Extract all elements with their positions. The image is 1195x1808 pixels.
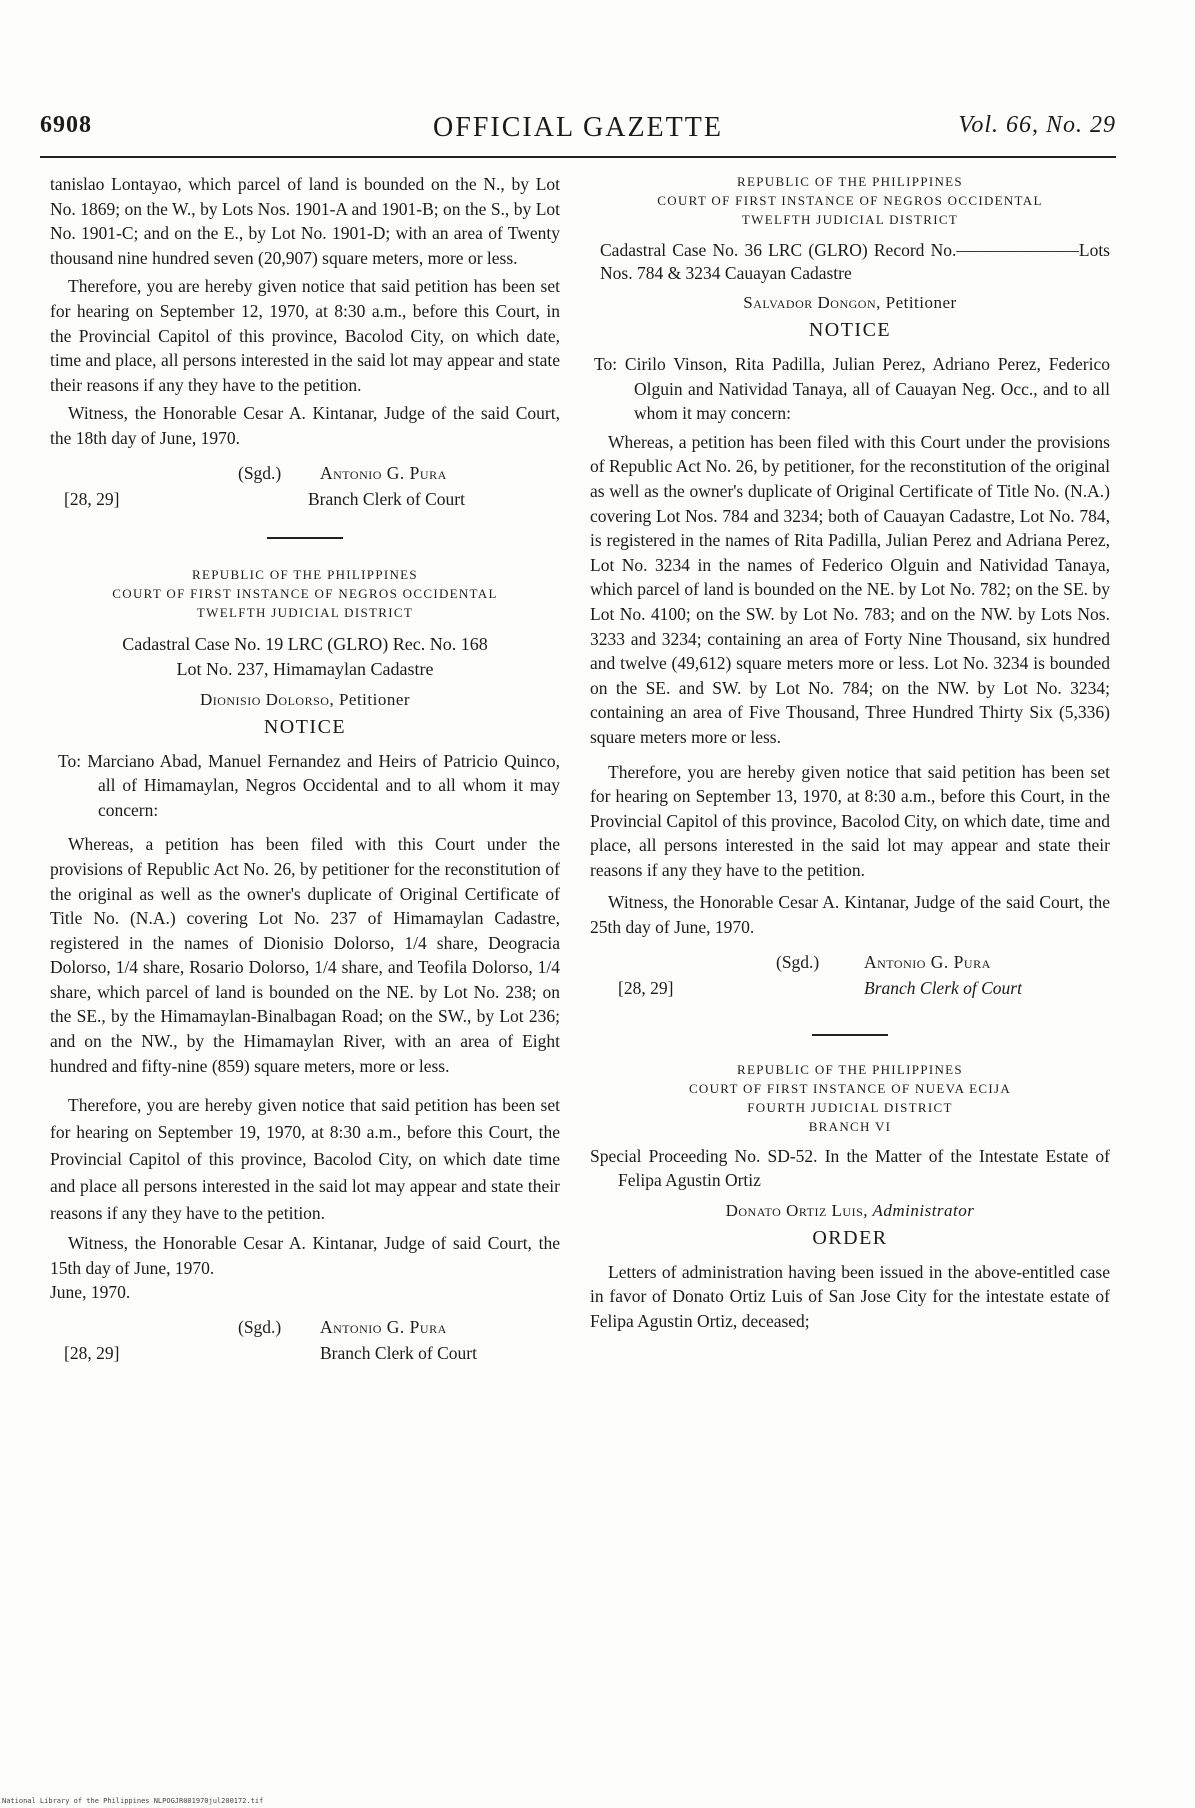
court-district: TWELFTH JUDICIAL DISTRICT — [196, 604, 414, 620]
notice-addressees: To: Cirilo Vinson, Rita Padilla, Julian Perez, Adriano Perez, Federico Olguin and Natividad Tanaya, all of Cauayan Neg. Occ., and to all whom it may concern: — [594, 354, 1110, 424]
administrator-line — [590, 1201, 1110, 1221]
petitioner-name: Dionisio Dolorso — [199, 689, 330, 709]
notice-heading: NOTICE — [808, 319, 892, 341]
court-republic: REPUBLIC OF THE PHILIPPINES — [192, 566, 418, 582]
signatory-role: Branch Clerk of Court — [320, 1343, 477, 1364]
page-number: 6908 — [40, 112, 92, 138]
issue-numbers: [28, 29] — [64, 1343, 120, 1364]
left-column — [50, 172, 560, 1369]
continued-paragraph: tanislao Lontayao, which parcel of land is bounded on the N., by Lot No. 1869; on the W., by Lots Nos. 1901-A and 1901-B; on the S., by Lot No. 1901-C; and on the E., by Lot No. 1901-D; with an area of Twenty thousand nine hundred seven (20,907) square meters, more or less. — [50, 174, 560, 268]
header-rule — [40, 156, 1116, 158]
signatory-role: Branch Clerk of Court — [308, 488, 465, 509]
petitioner-line — [590, 293, 1110, 313]
petitioner-line — [50, 690, 560, 710]
signatory-name: Antonio G. Pura — [320, 462, 447, 483]
court-name: COURT OF FIRST INSTANCE OF NEGROS OCCIDENTAL — [657, 193, 1043, 208]
signature-block — [50, 463, 560, 515]
court-district: TWELFTH JUDICIAL DISTRICT — [741, 212, 959, 227]
order-body: Letters of administration having been issued in the above-entitled case in favor of Donato Ortiz Luis of San Jose City for the intestate estate of Felipa Agustin Ortiz, deceased; — [590, 1261, 1110, 1332]
case-lot: Lot No. 237, Himamaylan Cadastre — [176, 658, 434, 679]
issue-numbers: [28, 29] — [64, 488, 120, 509]
signed-mark: (Sgd.) — [238, 1317, 282, 1338]
case-number: Cadastral Case No. 36 LRC (GLRO) Record No.———————Lots Nos. 784 & 3234 Cauayan Cadastre — [600, 240, 1110, 283]
whereas-paragraph: Whereas, a petition has been filed with this Court under the provisions of Republic Act No. 26, by petitioner for the reconstitution of the original as well as the owner's duplicate of Original Certificate of Title No. (N.A.) covering Lot No. 237 of Himamaylan Cadastre, registered in the names of Dionisio Dolorso, 1/4 share, Deogracia Dolorso, 1/4 share, Rosario Dolorso, 1/4 share, and Teofila Dolorso, 1/4 share, which parcel of land is bounded on the NE. by Lot No. 238; on the SE., by the Himamaylan-Binalbagan Road; on the SW., by Lot 236; and on the NW., by the Himamaylan River, with an area of Eight hundred and fifty-nine (859) square meters, more or less. — [50, 834, 560, 1076]
section-divider — [267, 537, 343, 539]
petitioner-role: , Petitioner — [876, 293, 957, 312]
section-divider — [812, 1034, 888, 1036]
publication-title: OFFICIAL GAZETTE — [433, 112, 723, 143]
scan-source-footer: National Library of the Philippines NLPOGJR001970jul200172.tif — [2, 1797, 264, 1805]
whereas-paragraph: Whereas, a petition has been filed with this Court under the provisions of Republic Act No. 26, by petitioner, for the reconstitution of the original as well as the owner's duplicate of Original Certificate of Title No. (N.A.) covering Lot Nos. 784 and 3234; both of Cauayan Cadastre, Lot No. 784, is registered in the names of Rita Padilla, Julian Perez and Adriana Perez, Lot No. 3234 in the names of Federico Olguin and Natividad Tanaya, which parcel of land is bounded on the NE. by Lot No. 782; on the SE. by Lot No. 4100; on the SW. by Lot No. 783; and on the NW. by Lots Nos. 3233 and 3234; containing an area of Forty Nine Thousand, six hundred and twelve (49,612) square meters more or less. Lot No. 3234 is bounded on the SE. and SW. by Lot No. 784; on the NW. by Lot No. 3234; containing an area of Five Thousand, Three Hundred Thirty Six (5,336) square meters more or less. — [590, 431, 1110, 747]
signed-mark: (Sgd.) — [238, 462, 282, 483]
signed-mark: (Sgd.) — [776, 951, 820, 972]
petitioner-name: Salvador Dongon — [743, 293, 877, 312]
continued-witness-paragraph: Witness, the Honorable Cesar A. Kintanar, Judge of the said Court, the 18th day of June, 1970. — [50, 403, 560, 448]
volume-issue: Vol. 66, No. 29 — [958, 112, 1116, 138]
right-column — [590, 172, 1110, 1334]
issue-numbers: [28, 29] — [618, 977, 674, 998]
notice-addressees: To: Marciano Abad, Manuel Fernandez and Heirs of Patricio Quinco, all of Himamaylan, Negros Occidental and to all whom it may concern: — [58, 750, 560, 820]
proceeding-title: Special Proceeding No. SD-52. In the Matter of the Intestate Estate of Felipa Agustin Ortiz — [590, 1145, 1110, 1191]
notice-dongon — [590, 172, 1110, 1004]
signatory-role: Branch Clerk of Court — [864, 977, 1022, 998]
witness-date-line: June, 1970. — [50, 1282, 131, 1303]
court-name: COURT OF FIRST INSTANCE OF NEGROS OCCIDENTAL — [112, 585, 498, 601]
continued-therefore-paragraph: Therefore, you are hereby given notice that said petition has been set for hearing on September 12, 1970, at 8:30 a.m., before this Court, in the Provincial Capitol of this province, Bacolod City, on which date, time and place, all persons interested in the said lot may appear and state their reasons if any they have to the petition. — [50, 276, 560, 395]
court-branch: BRANCH VI — [808, 1118, 892, 1134]
court-republic: REPUBLIC OF THE PHILIPPINES — [737, 1061, 963, 1077]
signatory-name: Antonio G. Pura — [320, 1317, 447, 1338]
court-republic: REPUBLIC OF THE PHILIPPINES — [737, 174, 963, 189]
administrator-role: , Administrator — [863, 1200, 975, 1220]
case-number: Cadastral Case No. 19 LRC (GLRO) Rec. No. 168 — [122, 633, 488, 654]
order-heading: ORDER — [812, 1226, 888, 1249]
page-header — [40, 112, 1116, 152]
signature-block — [50, 1317, 560, 1369]
petitioner-role: , Petitioner — [329, 689, 411, 709]
administrator-name: Donato Ortiz Luis — [725, 1200, 864, 1220]
court-name: COURT OF FIRST INSTANCE OF NUEVA ECIJA — [688, 1080, 1012, 1096]
signatory-name: Antonio G. Pura — [864, 951, 991, 972]
therefore-paragraph: Therefore, you are hereby given notice that said petition has been set for hearing on September 13, 1970, at 8:30 a.m., before this Court, in the Provincial Capitol of this province, Bacolod City, on which date, time and place, all persons interested in the said lot may appear and state their reasons if any they have to the petition. — [590, 761, 1110, 880]
witness-paragraph: Witness, the Honorable Cesar A. Kintanar, Judge of said Court, the 15th day of June, 1970. — [50, 1233, 560, 1278]
notice-dolorso — [50, 565, 560, 1370]
court-district: FOURTH JUDICIAL DISTRICT — [747, 1099, 953, 1115]
order-ortiz — [590, 1060, 1110, 1334]
witness-paragraph: Witness, the Honorable Cesar A. Kintanar, Judge of the said Court, the 25th day of June, 1970. — [590, 892, 1110, 938]
therefore-paragraph: Therefore, you are hereby given notice that said petition has been set for hearing on September 19, 1970, at 8:30 a.m., before this Court, the Provincial Capitol of this province, Bacolod City, on which date time and place all persons interested in the said lot may appear and state their reasons if any they have to the petition. — [50, 1095, 560, 1224]
signature-block — [590, 952, 1110, 1004]
notice-heading: NOTICE — [263, 715, 347, 738]
